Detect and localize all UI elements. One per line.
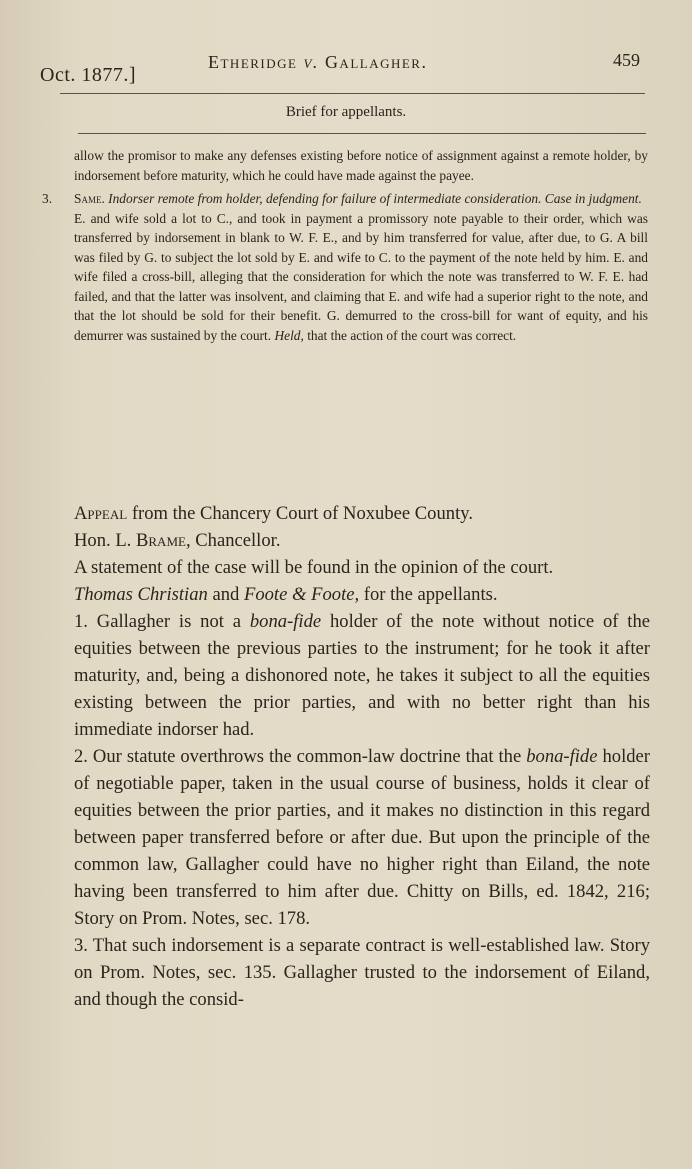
point-1-start: 1. Gallagher is not a: [74, 611, 242, 632]
point-1-rest: holder of the note without notice of the equities between the previous parties to the instrument; for he took it after maturity, and, being a dishonored note, he takes it subject to all the equities existing between the prior parties, and with no better right than his immediate indorser had.: [74, 611, 650, 740]
point-1: [74, 608, 650, 743]
counsel-2: Foote & Foote,: [243, 584, 360, 605]
page-number: 459: [613, 50, 640, 70]
point-3: 3. That such indorsement is a separate contract is well-established law. Story on Prom. Notes, sec. 135. Gallagher trusted to the indorsement of Eiland, and though the consid-: [74, 935, 650, 1010]
counsel-1: Thomas Christian: [74, 584, 208, 605]
headnotes: [42, 146, 648, 345]
term-date: Oct. 1877.]: [40, 64, 137, 86]
judge-hon: Hon. L.: [74, 530, 132, 551]
versus-abbrev: v.: [303, 52, 319, 72]
counsel-line: [74, 581, 650, 608]
point-1-bona-fide: bona-fide: [249, 611, 322, 632]
headnote-held: Held,: [274, 327, 304, 343]
point-2-rest: holder of negotiable paper, taken in the usual course of business, holds it clear of equities between the prior parties, and it makes no distinction in this regard between paper transferred before or after due. But upon the principle of the common law, Gallagher could have no higher right than Eiland, the note having been transferred to him after due. Chitty on Bills, ed. 1842, 216; Story on Prom. Notes, sec. 178.: [74, 746, 650, 929]
headnote-number: 3.: [42, 191, 53, 206]
case-title: [208, 52, 427, 73]
headnote-heading: Indorser remote from holder, defending for failure of intermediate consideration. Case in judgment.: [108, 191, 642, 206]
point-2-bona-fide: bona-fide: [526, 746, 598, 767]
point-2: [74, 743, 650, 932]
judge-title: Chancellor.: [195, 530, 281, 551]
judge-line: [74, 527, 650, 554]
headnote-3: [42, 189, 648, 209]
statement-line: A statement of the case will be found in the opinion of the court.: [74, 557, 554, 578]
header-rule-top: [60, 93, 645, 94]
headnote-continued: allow the promisor to make any defenses existing before notice of assignment against a remote holder, by indorsement before maturity, which he could have made against the payee.: [74, 148, 648, 183]
counsel-role: for the appellants.: [363, 584, 498, 605]
headnote-facts: [74, 209, 648, 346]
counsel-and: and: [212, 584, 240, 605]
judge-name: Brame,: [135, 530, 191, 551]
brief-label: Brief for appellants.: [285, 104, 407, 120]
appeal-word: Appeal: [74, 503, 128, 524]
headnote-holding: that the action of the court was correct.: [307, 327, 517, 343]
running-head: [40, 48, 644, 88]
appeal-line: [74, 500, 650, 527]
headnote-facts-text: E. and wife sold a lot to C., and took in payment a promissory note payable to their order, which was transferred by indorsement in blank to W. F. E., and by him transferred for value, after due, to G. A bill was filed by G. to subject the lot sold by E. and wife to C. to the payment of the note held by him. E. and wife filed a cross-bill, alleging that the consideration for which the note was transferred to W. F. E. had failed, and that the latter was insolvent, and claiming that E. and wife had a superior right to the note, and that the lot should be sold for their benefit. G. demurred to the cross-bill for want of equity, and his demurrer was sustained by the court.: [74, 210, 648, 343]
header-rule-bottom: [78, 133, 646, 134]
appeal-court: from the Chancery Court of Noxubee County.: [131, 503, 473, 524]
case-party-2: Gallagher.: [324, 52, 428, 72]
point-2-start: 2. Our statute overthrows the common-law doctrine that the: [74, 746, 522, 767]
case-party-1: Etheridge: [208, 52, 298, 72]
headnote-same: Same.: [74, 191, 105, 206]
brief-body: [74, 500, 650, 1013]
